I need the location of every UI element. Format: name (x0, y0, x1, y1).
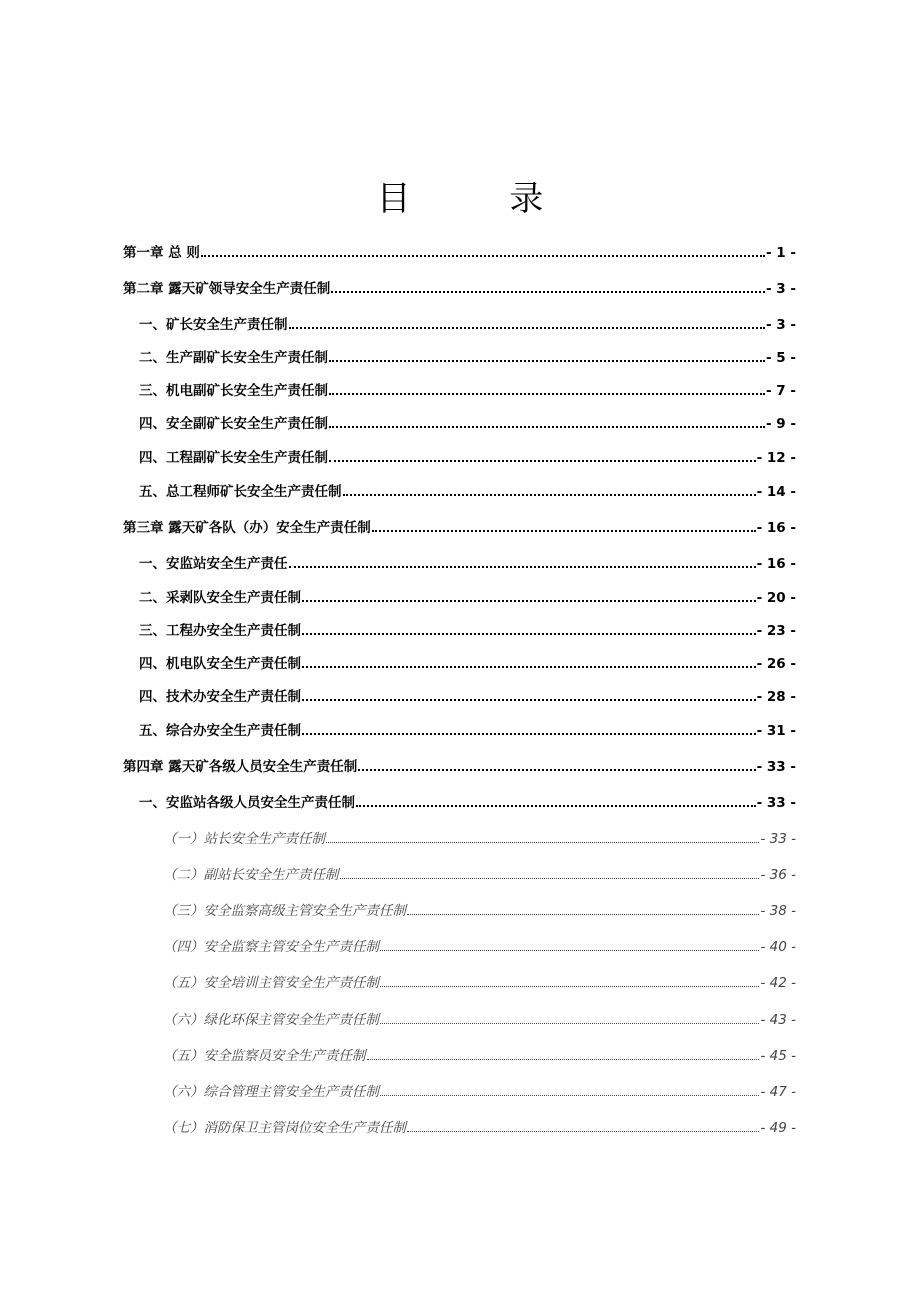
toc-entry[interactable] (139, 313, 796, 333)
toc-entry-page: - 43 - (760, 1012, 796, 1028)
page-title: 目 录 (376, 179, 588, 219)
toc-entry-title: （五）安全监察员安全生产责任制 (163, 1048, 366, 1064)
toc-entry-title: （七）消防保卫主管岗位安全生产责任制 (163, 1120, 406, 1136)
toc-entry-page: - 49 - (760, 1120, 796, 1136)
toc-entry[interactable] (139, 719, 796, 739)
toc-leader-dots (407, 1131, 759, 1132)
toc-entry[interactable] (163, 1008, 796, 1028)
toc-entry-title: 第三章 露天矿各队（办）安全生产责任制 (123, 520, 371, 536)
toc-leader-dots (356, 805, 756, 807)
toc-entry[interactable] (163, 863, 796, 883)
toc-entry-title: 四、机电队安全生产责任制 (139, 656, 301, 672)
toc-entry-page: - 20 - (756, 590, 796, 606)
toc-entry[interactable] (139, 619, 796, 639)
toc-entry[interactable] (139, 685, 796, 705)
toc-leader-dots (302, 633, 756, 635)
toc-entry-title: 一、矿长安全生产责任制 (139, 317, 288, 333)
toc-leader-dots (331, 291, 765, 293)
toc-entry-page: - 3 - (766, 317, 796, 333)
toc-entry-title: （六）绿化环保主管安全生产责任制 (163, 1012, 379, 1028)
toc-leader-dots (289, 566, 756, 568)
toc-entry-page: - 42 - (760, 975, 796, 991)
toc-entry-title: 第一章 总 则 (123, 245, 200, 261)
toc-entry-title: 五、综合办安全生产责任制 (139, 723, 301, 739)
toc-entry[interactable] (139, 552, 796, 572)
toc-leader-dots (358, 769, 755, 771)
toc-entry[interactable] (139, 446, 796, 466)
toc-entry-title: 一、安监站各级人员安全生产责任制 (139, 795, 355, 811)
toc-leader-dots (340, 878, 760, 879)
toc-entry-page: - 26 - (756, 656, 796, 672)
toc-entry-page: - 3 - (766, 281, 796, 297)
toc-leader-dots (289, 327, 766, 329)
toc-leader-dots (302, 600, 756, 602)
toc-entry-page: - 28 - (756, 689, 796, 705)
toc-entry-title: 三、机电副矿长安全生产责任制 (139, 383, 328, 399)
toc-entry-title: （五）安全培训主管安全生产责任制 (163, 975, 379, 991)
toc-leader-dots (329, 393, 765, 395)
toc-entry-title: 第二章 露天矿领导安全生产责任制 (123, 281, 331, 297)
toc-leader-dots (329, 426, 765, 428)
toc-entry-page: - 38 - (760, 903, 796, 919)
toc-entry[interactable] (139, 346, 796, 366)
toc-leader-dots (380, 950, 759, 951)
toc-entry-page: - 12 - (756, 450, 796, 466)
toc-entry-page: - 23 - (756, 623, 796, 639)
toc-entry-title: 四、安全副矿长安全生产责任制 (139, 416, 328, 432)
toc-entry-page: - 7 - (766, 383, 796, 399)
toc-leader-dots (367, 1059, 760, 1060)
toc-entry[interactable] (123, 277, 796, 297)
toc-entry-page: - 45 - (760, 1048, 796, 1064)
toc-leader-dots (302, 666, 756, 668)
toc-entry[interactable] (163, 827, 796, 847)
toc-entry-title: 三、工程办安全生产责任制 (139, 623, 301, 639)
toc-entry-page: - 9 - (766, 416, 796, 432)
toc-entry[interactable] (139, 379, 796, 399)
toc-entry-page: - 14 - (756, 484, 796, 500)
toc-entry[interactable] (123, 516, 796, 536)
toc-leader-dots (407, 914, 759, 915)
toc-entry-title: 二、采剥队安全生产责任制 (139, 590, 301, 606)
toc-entry-page: - 16 - (756, 556, 796, 572)
toc-entry[interactable] (139, 480, 796, 500)
toc-entry[interactable] (139, 652, 796, 672)
toc-entry[interactable] (139, 791, 796, 811)
toc-entry[interactable] (163, 1044, 796, 1064)
toc-entry-title: 第四章 露天矿各级人员安全生产责任制 (123, 759, 358, 775)
toc-entry-title: 五、总工程师矿长安全生产责任制 (139, 484, 342, 500)
toc-entry-title: （三）安全监察高级主管安全生产责任制 (163, 903, 406, 919)
toc-entry[interactable] (139, 586, 796, 606)
toc-leader-dots (343, 494, 756, 496)
toc-entry-title: （二）副站长安全生产责任制 (163, 867, 339, 883)
toc-entry[interactable] (163, 1080, 796, 1100)
toc-entry-title: （一）站长安全生产责任制 (163, 831, 325, 847)
toc-entry[interactable] (163, 935, 796, 955)
toc-entry[interactable] (139, 412, 796, 432)
toc-leader-dots (326, 842, 759, 843)
toc-entry[interactable] (123, 755, 796, 775)
toc-entry[interactable] (163, 1116, 796, 1136)
toc-entry-page: - 16 - (756, 520, 796, 536)
toc-entry-title: 二、生产副矿长安全生产责任制 (139, 350, 328, 366)
toc-leader-dots (302, 699, 756, 701)
toc-leader-dots (302, 733, 756, 735)
toc-entry-page: - 47 - (760, 1084, 796, 1100)
toc-leader-dots (380, 1023, 759, 1024)
toc-entry[interactable] (123, 241, 796, 261)
toc-entry-page: - 33 - (756, 759, 796, 775)
toc-leader-dots (201, 255, 765, 257)
toc-entry[interactable] (163, 899, 796, 919)
toc-entry-page: - 1 - (766, 245, 796, 261)
toc-entry-title: 四、技术办安全生产责任制 (139, 689, 301, 705)
toc-entry-page: - 33 - (760, 831, 796, 847)
toc-entry-page: - 36 - (760, 867, 796, 883)
toc-entry[interactable] (163, 971, 796, 991)
toc-entry-page: - 5 - (766, 350, 796, 366)
toc-entry-title: 一、安监站安全生产责任 (139, 556, 288, 572)
toc-entry-title: 四、工程副矿长安全生产责任制 (139, 450, 328, 466)
toc-leader-dots (372, 530, 756, 532)
toc-leader-dots (329, 360, 765, 362)
toc-leader-dots (380, 986, 759, 987)
toc-entry-page: - 33 - (756, 795, 796, 811)
toc-entry-title: （四）安全监察主管安全生产责任制 (163, 939, 379, 955)
toc-entry-title: （六）综合管理主管安全生产责任制 (163, 1084, 379, 1100)
toc-entry-page: - 31 - (756, 723, 796, 739)
toc-entry-page: - 40 - (760, 939, 796, 955)
toc-leader-dots (380, 1095, 759, 1096)
toc-leader-dots (329, 460, 756, 462)
